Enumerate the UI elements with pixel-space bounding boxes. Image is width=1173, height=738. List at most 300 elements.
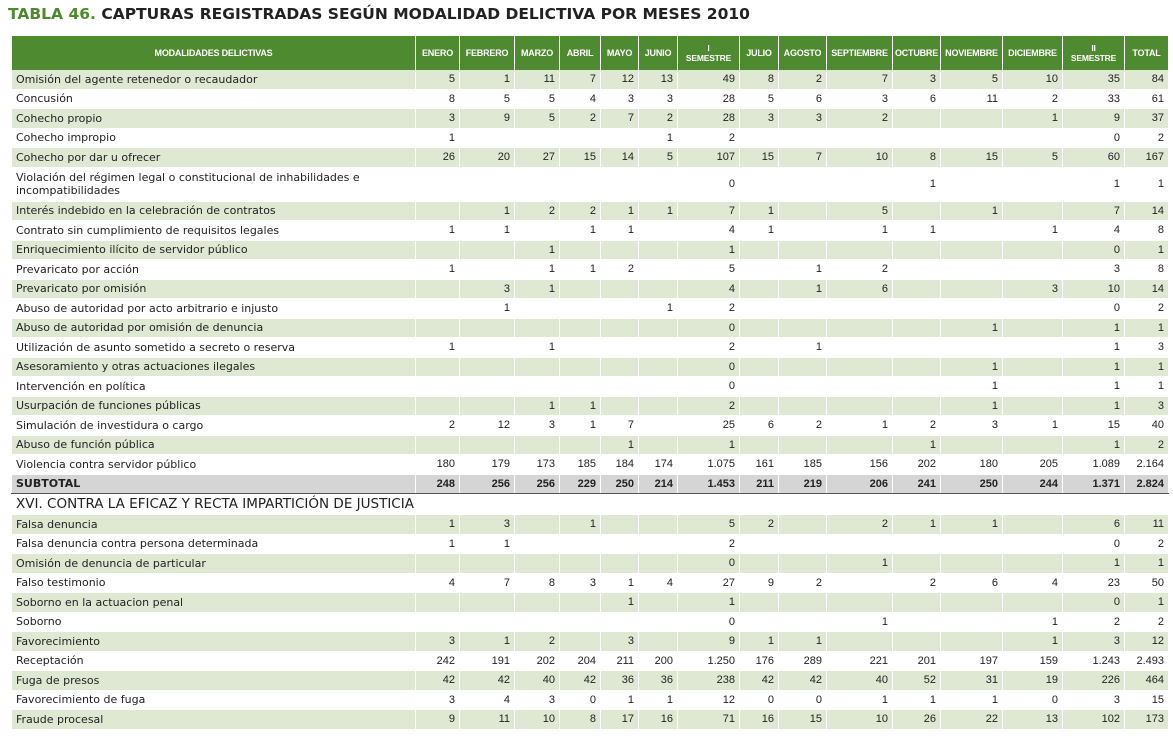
column-header: NOVIEMBRE [941, 36, 1003, 70]
table-cell [893, 318, 941, 338]
table-cell: 2 [1125, 612, 1169, 632]
table-cell: 1 [560, 260, 601, 280]
table-cell: 0 [1063, 128, 1125, 148]
table-cell: 0 [779, 690, 827, 710]
table-cell: 167 [1125, 148, 1169, 168]
table-cell: 23 [1063, 573, 1125, 593]
table-row [12, 299, 1169, 319]
table-cell: 42 [740, 671, 779, 691]
table-cell: 3 [740, 109, 779, 129]
table-cell: 1 [416, 128, 460, 148]
row-label: Enriquecimiento ilícito de servidor público [12, 240, 416, 260]
table-cell [560, 593, 601, 613]
table-cell [416, 377, 460, 397]
table-cell [639, 357, 678, 377]
table-cell: 107 [678, 148, 740, 168]
table-cell [740, 435, 779, 455]
table-cell [639, 240, 678, 260]
table-cell [740, 260, 779, 280]
table-cell: 2 [827, 260, 893, 280]
table-cell: 1 [893, 515, 941, 535]
table-cell: 242 [416, 651, 460, 671]
table-cell: 1 [779, 279, 827, 299]
table-cell [639, 396, 678, 416]
table-cell [893, 260, 941, 280]
table-cell: 5 [416, 70, 460, 89]
table-cell: 1 [941, 201, 1003, 221]
table-row [12, 148, 1169, 168]
table-cell: 2.824 [1125, 474, 1169, 494]
table-cell: 0 [1063, 534, 1125, 554]
table-cell: 0 [678, 554, 740, 574]
table-cell: 40 [1125, 416, 1169, 436]
table-cell: 15 [560, 148, 601, 168]
row-label: Falso testimonio [12, 573, 416, 593]
table-cell: 10 [515, 710, 560, 730]
table-cell [827, 338, 893, 358]
table-cell [740, 279, 779, 299]
table-cell: 3 [1125, 338, 1169, 358]
table-cell [515, 167, 560, 201]
table-cell [893, 357, 941, 377]
table-cell: 11 [941, 89, 1003, 109]
table-cell: 33 [1063, 89, 1125, 109]
table-cell: 1 [1003, 612, 1063, 632]
table-cell [779, 128, 827, 148]
table-cell [779, 515, 827, 535]
column-header: TOTAL [1125, 36, 1169, 70]
column-header: ENERO [416, 36, 460, 70]
table-cell: 2 [416, 416, 460, 436]
row-label: Violación del régimen legal o constitucional de inhabilidades e incompatibilidades [12, 167, 416, 201]
table-cell [740, 377, 779, 397]
table-cell [893, 534, 941, 554]
table-body [12, 70, 1169, 729]
table-cell: 5 [941, 70, 1003, 89]
table-cell: 1.453 [678, 474, 740, 494]
table-cell: 4 [678, 279, 740, 299]
table-cell: 4 [639, 573, 678, 593]
table-cell [560, 299, 601, 319]
table-cell [941, 109, 1003, 129]
table-cell: 1 [515, 279, 560, 299]
table-cell [941, 260, 1003, 280]
table-cell: 2 [827, 109, 893, 129]
table-cell: 241 [893, 474, 941, 494]
table-cell [639, 318, 678, 338]
table-cell: 10 [1003, 70, 1063, 89]
table-cell: 31 [941, 671, 1003, 691]
row-label: Asesoramiento y otras actuaciones ilegales [12, 357, 416, 377]
table-cell [1003, 435, 1063, 455]
table-cell [639, 279, 678, 299]
table-cell [416, 396, 460, 416]
table-cell [639, 416, 678, 436]
table-cell: 2 [1125, 435, 1169, 455]
row-label: Simulación de investidura o cargo [12, 416, 416, 436]
row-label: Fuga de presos [12, 671, 416, 691]
table-cell: 2 [893, 416, 941, 436]
table-cell: 173 [1125, 710, 1169, 730]
table-cell: 6 [827, 279, 893, 299]
table-cell: 42 [779, 671, 827, 691]
table-cell [740, 593, 779, 613]
table-cell [740, 396, 779, 416]
table-row [12, 534, 1169, 554]
table-cell: 229 [560, 474, 601, 494]
table-cell: 244 [1003, 474, 1063, 494]
table-cell: 14 [1125, 201, 1169, 221]
table-title-text: CAPTURAS REGISTRADAS SEGÚN MODALIDAD DELICTIVA POR MESES 2010 [101, 5, 750, 23]
table-cell: 16 [740, 710, 779, 730]
table-cell: 1 [941, 318, 1003, 338]
row-label: Intervención en política [12, 377, 416, 397]
table-cell: 202 [515, 651, 560, 671]
table-cell: 26 [893, 710, 941, 730]
table-cell: 1 [1125, 167, 1169, 201]
table-cell: 1 [893, 435, 941, 455]
table-cell: 15 [1063, 416, 1125, 436]
table-cell [601, 299, 639, 319]
table-cell [416, 554, 460, 574]
table-cell: 1 [827, 416, 893, 436]
table-cell: 2.164 [1125, 455, 1169, 475]
table-cell [639, 612, 678, 632]
table-cell [601, 338, 639, 358]
table-cell: 3 [1003, 279, 1063, 299]
table-cell [639, 593, 678, 613]
table-cell: 22 [941, 710, 1003, 730]
table-cell [941, 435, 1003, 455]
table-cell: 197 [941, 651, 1003, 671]
column-header: DICIEMBRE [1003, 36, 1063, 70]
table-cell: 102 [1063, 710, 1125, 730]
table-cell: 2 [827, 515, 893, 535]
table-cell [416, 279, 460, 299]
table-cell: 201 [893, 651, 941, 671]
table-cell [460, 318, 515, 338]
table-cell [941, 612, 1003, 632]
table-cell [515, 357, 560, 377]
table-cell [515, 435, 560, 455]
table-row [12, 612, 1169, 632]
table-row [12, 710, 1169, 730]
table-cell [416, 318, 460, 338]
table-cell: 4 [1003, 573, 1063, 593]
table-cell: 8 [740, 70, 779, 89]
table-cell [827, 167, 893, 201]
row-label: Soborno en la actuacion penal [12, 593, 416, 613]
table-row [12, 515, 1169, 535]
table-cell: 1 [1125, 318, 1169, 338]
table-cell: 15 [740, 148, 779, 168]
table-row [12, 109, 1169, 129]
table-row [12, 554, 1169, 574]
table-row [12, 377, 1169, 397]
table-cell: 52 [893, 671, 941, 691]
table-cell: 176 [740, 651, 779, 671]
table-cell [827, 128, 893, 148]
table-cell: 40 [827, 671, 893, 691]
table-cell [639, 260, 678, 280]
table-cell: 1 [1003, 416, 1063, 436]
table-cell: 8 [560, 710, 601, 730]
table-cell [941, 128, 1003, 148]
table-cell: 248 [416, 474, 460, 494]
table-cell [639, 435, 678, 455]
table-cell: 5 [740, 89, 779, 109]
table-cell [1003, 338, 1063, 358]
table-cell [779, 299, 827, 319]
table-cell [1003, 377, 1063, 397]
table-cell: 12 [460, 416, 515, 436]
table-cell [779, 612, 827, 632]
table-row [12, 690, 1169, 710]
table-cell [601, 279, 639, 299]
table-cell [515, 534, 560, 554]
table-cell: 2 [779, 70, 827, 89]
row-label: Prevaricato por omisión [12, 279, 416, 299]
table-cell: 1 [601, 690, 639, 710]
table-cell [827, 534, 893, 554]
table-cell: 7 [460, 573, 515, 593]
table-row [12, 89, 1169, 109]
table-cell: 184 [601, 455, 639, 475]
table-row [12, 128, 1169, 148]
table-cell: 49 [678, 70, 740, 89]
table-cell [560, 377, 601, 397]
table-cell: 20 [460, 148, 515, 168]
table-cell: 5 [460, 89, 515, 109]
table-cell: 173 [515, 455, 560, 475]
table-cell: 1 [1003, 221, 1063, 241]
table-cell: 1 [678, 240, 740, 260]
table-cell [515, 128, 560, 148]
table-cell: 185 [779, 455, 827, 475]
row-label: Contrato sin cumplimiento de requisitos legales [12, 221, 416, 241]
table-cell [779, 167, 827, 201]
table-cell: 2 [1125, 534, 1169, 554]
table-cell [639, 632, 678, 652]
table-row [12, 338, 1169, 358]
table-cell: 5 [1003, 148, 1063, 168]
table-row [12, 573, 1169, 593]
table-cell: 238 [678, 671, 740, 691]
row-label: Abuso de autoridad por omisión de denuncia [12, 318, 416, 338]
column-header: II SEMESTRE [1063, 36, 1125, 70]
table-cell: 11 [515, 70, 560, 89]
table-cell: 42 [560, 671, 601, 691]
table-cell [893, 396, 941, 416]
table-cell: 1 [416, 515, 460, 535]
table-cell: 1 [460, 70, 515, 89]
table-cell [1003, 167, 1063, 201]
table-cell: 1 [740, 632, 779, 652]
table-cell: 5 [639, 148, 678, 168]
table-cell [460, 167, 515, 201]
table-cell: 3 [1063, 260, 1125, 280]
table-cell: 0 [1063, 240, 1125, 260]
table-cell [416, 201, 460, 221]
table-cell [1003, 318, 1063, 338]
table-cell: 2 [515, 632, 560, 652]
table-cell [601, 357, 639, 377]
table-cell: 3 [893, 70, 941, 89]
table-cell: 25 [678, 416, 740, 436]
table-cell: 2 [1125, 128, 1169, 148]
table-cell: 71 [678, 710, 740, 730]
table-cell: 0 [1063, 593, 1125, 613]
table-cell [779, 377, 827, 397]
table-cell: 256 [515, 474, 560, 494]
table-cell: 5 [827, 201, 893, 221]
table-cell [601, 128, 639, 148]
table-cell: 26 [416, 148, 460, 168]
row-label: Utilización de asunto sometido a secreto o reserva [12, 338, 416, 358]
table-cell [779, 435, 827, 455]
column-header: MODALIDADES DELICTIVAS [12, 36, 416, 70]
table-cell [827, 573, 893, 593]
table-cell: 3 [1125, 396, 1169, 416]
table-cell: 60 [1063, 148, 1125, 168]
table-cell [460, 593, 515, 613]
table-cell: 3 [601, 89, 639, 109]
table-cell: 205 [1003, 455, 1063, 475]
table-cell: 2 [1063, 612, 1125, 632]
table-cell: 250 [601, 474, 639, 494]
table-cell [460, 554, 515, 574]
row-label: Prevaricato por acción [12, 260, 416, 280]
table-cell [740, 554, 779, 574]
table-cell: 1 [416, 338, 460, 358]
table-cell: 3 [601, 632, 639, 652]
table-cell [560, 167, 601, 201]
table-cell: 42 [460, 671, 515, 691]
table-cell: 2 [740, 515, 779, 535]
table-cell: 16 [639, 710, 678, 730]
table-cell: 219 [779, 474, 827, 494]
table-cell: 1 [941, 515, 1003, 535]
table-cell: 211 [740, 474, 779, 494]
table-cell: 2 [560, 109, 601, 129]
table-cell: 7 [560, 70, 601, 89]
table-cell: 1 [560, 221, 601, 241]
table-cell: 2 [678, 396, 740, 416]
table-cell: 1 [1125, 377, 1169, 397]
table-cell: 19 [1003, 671, 1063, 691]
table-cell: 1 [827, 612, 893, 632]
table-cell: 28 [678, 109, 740, 129]
table-cell: 1 [601, 573, 639, 593]
table-cell [827, 318, 893, 338]
table-cell [740, 357, 779, 377]
table-cell: 1 [941, 690, 1003, 710]
table-cell: 1 [1063, 357, 1125, 377]
table-cell: 8 [1125, 221, 1169, 241]
table-cell: 250 [941, 474, 1003, 494]
table-cell [639, 221, 678, 241]
table-cell [779, 221, 827, 241]
table-cell: 174 [639, 455, 678, 475]
table-cell [893, 632, 941, 652]
column-header: OCTUBRE [893, 36, 941, 70]
table-cell [941, 279, 1003, 299]
table-row [12, 396, 1169, 416]
table-cell [740, 240, 779, 260]
table-cell: 1 [601, 435, 639, 455]
table-cell [827, 357, 893, 377]
table-cell: 8 [515, 573, 560, 593]
table-cell [515, 612, 560, 632]
table-cell: 3 [515, 690, 560, 710]
table-cell: 206 [827, 474, 893, 494]
table-cell [416, 240, 460, 260]
table-cell: 1 [941, 377, 1003, 397]
table-cell: 1.371 [1063, 474, 1125, 494]
table-cell: 1 [601, 593, 639, 613]
table-cell [779, 318, 827, 338]
table-cell: 1.075 [678, 455, 740, 475]
table-cell: 4 [460, 690, 515, 710]
table-cell: 1 [460, 221, 515, 241]
table-cell: 1 [639, 690, 678, 710]
table-cell [639, 554, 678, 574]
table-cell: 3 [416, 109, 460, 129]
table-cell: 1 [678, 435, 740, 455]
table-cell: 12 [1125, 632, 1169, 652]
table-cell [1003, 534, 1063, 554]
table-row [12, 70, 1169, 89]
table-cell [601, 612, 639, 632]
table-cell [560, 554, 601, 574]
row-label: Receptación [12, 651, 416, 671]
table-cell: 7 [601, 416, 639, 436]
row-label: Favorecimiento de fuga [12, 690, 416, 710]
data-table [11, 36, 1169, 730]
table-cell [416, 435, 460, 455]
table-title [8, 2, 750, 28]
table-cell: 3 [1063, 632, 1125, 652]
table-cell [941, 593, 1003, 613]
section-title-row [12, 494, 1169, 515]
row-label: Usurpación de funciones públicas [12, 396, 416, 416]
table-cell: 10 [827, 710, 893, 730]
table-cell: 50 [1125, 573, 1169, 593]
table-cell: 1 [827, 554, 893, 574]
table-cell [893, 593, 941, 613]
table-cell [779, 240, 827, 260]
table-cell: 1 [941, 357, 1003, 377]
table-cell: 8 [416, 89, 460, 109]
table-cell: 12 [678, 690, 740, 710]
table-cell: 1 [515, 260, 560, 280]
table-cell: 161 [740, 455, 779, 475]
table-row [12, 201, 1169, 221]
table-cell [893, 612, 941, 632]
table-cell [740, 338, 779, 358]
table-row [12, 240, 1169, 260]
table-cell: 0 [678, 377, 740, 397]
table-cell: 27 [515, 148, 560, 168]
table-cell: 9 [678, 632, 740, 652]
table-cell: 180 [941, 455, 1003, 475]
table-cell [416, 612, 460, 632]
table-cell [827, 632, 893, 652]
table-cell: 1 [1125, 554, 1169, 574]
column-header: ABRIL [560, 36, 601, 70]
table-cell: 1 [515, 396, 560, 416]
table-cell [460, 357, 515, 377]
